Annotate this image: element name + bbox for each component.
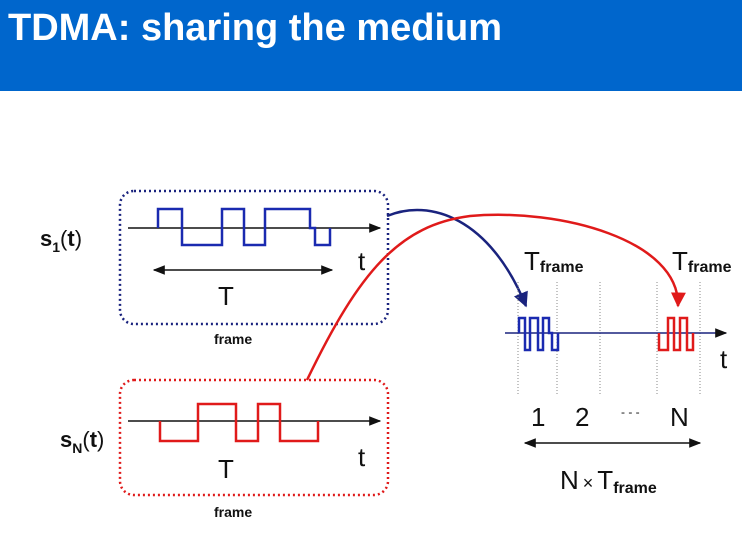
slotN-waveform <box>659 318 693 350</box>
slot-label-N: N <box>670 402 689 432</box>
tframe-right-label: Tframe <box>672 246 732 276</box>
signal1-label: $s_1(t)$ <box>40 226 83 255</box>
slide-title: TDMA: sharing the medium <box>8 7 503 49</box>
signalN-label: $s_N(t)$ <box>60 427 105 456</box>
slot1-waveform <box>519 318 558 350</box>
signalN-period-sub: frame <box>214 504 253 520</box>
signal1-waveform <box>158 209 330 245</box>
total-frame-label: N × Tframe <box>560 465 657 497</box>
signalN-time-label: t <box>358 442 366 472</box>
signal1-period-sub: frame <box>214 331 253 347</box>
signalN-period-label: T <box>218 454 234 484</box>
tframe-left-label: Tframe <box>524 246 584 276</box>
signalN-to-slotN-arrow <box>307 215 678 380</box>
signal1-period-label: T <box>218 281 234 311</box>
signal1-time-label: t <box>358 246 366 276</box>
slot-label-1: 1 <box>531 402 546 432</box>
signalN-waveform <box>160 404 318 441</box>
channel-time-label: t <box>720 344 728 374</box>
slot-label-2: 2 <box>575 402 590 432</box>
signal1-to-slot1-arrow <box>387 210 526 306</box>
slot-label-ellipsis: - - - <box>621 405 640 419</box>
